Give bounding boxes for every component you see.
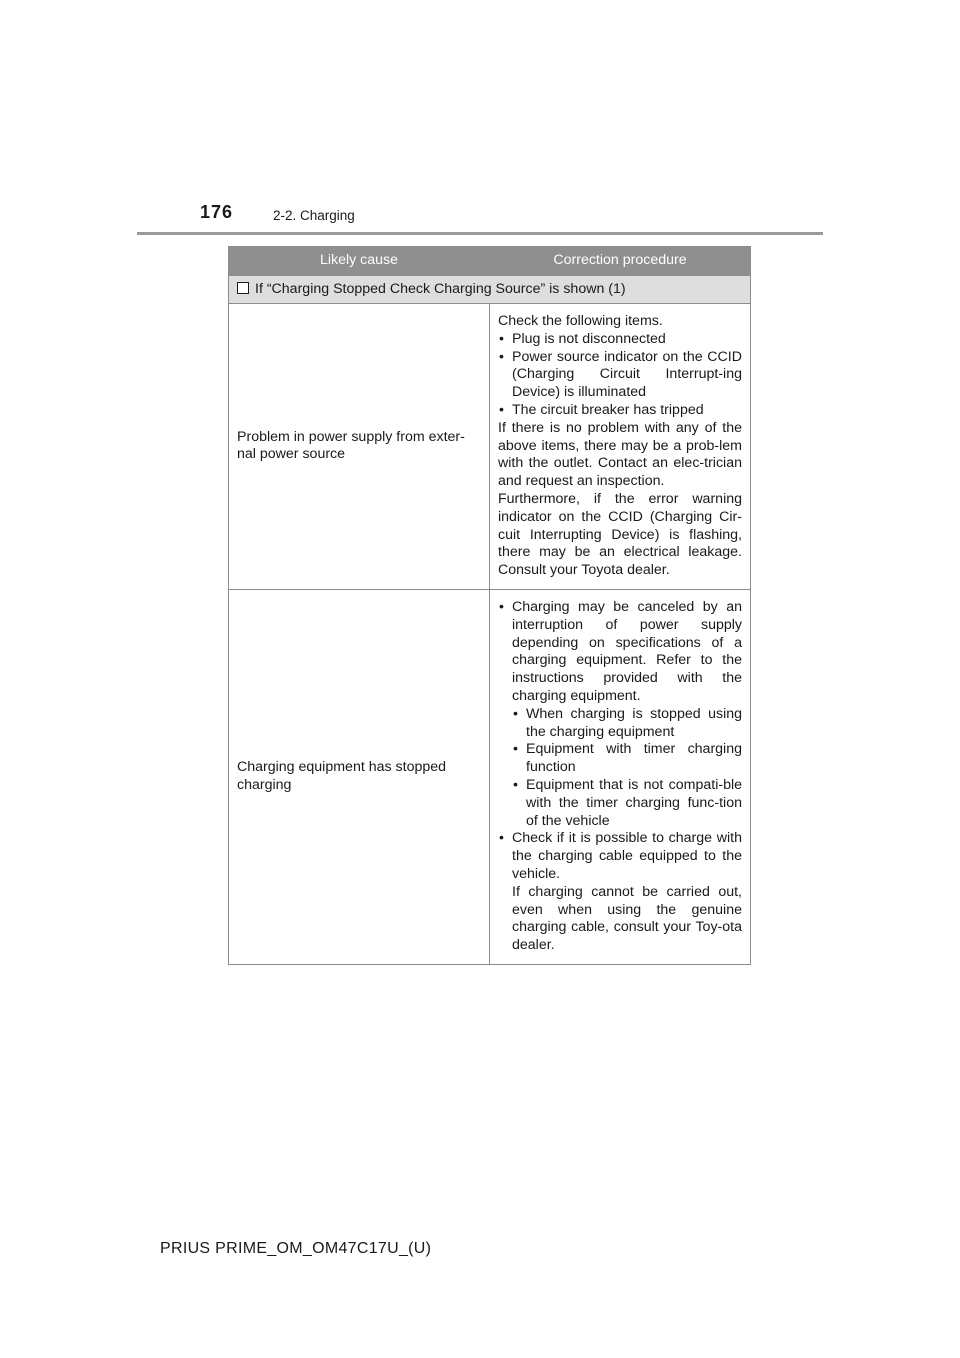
footer-model-code: PRIUS PRIME_OM_OM47C17U_(U) — [160, 1240, 432, 1257]
table-subheading — [229, 276, 751, 304]
procedure-paragraph: Furthermore, if the error warning indicator on the CCID (Charging Cir-cuit Interrupting Device) is flashing, there may be an electrical leakage. Consult your Toyota dealer. — [498, 490, 742, 579]
procedure-bullet: • Charging may be canceled by an interruption of power supply depending on specifications of a charging equipment. Refer to the instructions provided with the charging equipment. — [498, 599, 742, 706]
procedure-sub-bullet: • Equipment that is not compati-ble with the timer charging func-tion of the vehicle — [498, 777, 742, 830]
procedure-sub-bullet: • Equipment with timer charging function — [498, 741, 742, 777]
column-header-likely-cause: Likely cause — [229, 247, 490, 276]
table-row — [229, 304, 751, 590]
likely-cause-cell: Charging equipment has stopped charging — [229, 589, 490, 964]
checkbox-icon — [237, 282, 249, 294]
procedure-intro: Check the following items. — [498, 313, 663, 329]
procedure-continuation: If charging cannot be carried out, even when using the genuine charging cable, consult your Toy-ota dealer. — [512, 883, 742, 954]
subheading-text: If “Charging Stopped Check Charging Source” is shown (1) — [255, 280, 626, 297]
table-row — [229, 589, 751, 964]
procedure-paragraph: If there is no problem with any of the above items, there may be a prob-lem with the outlet. Contact an elec-trician and request an inspection. — [498, 419, 742, 490]
procedure-sub-bullet: • When charging is stopped using the charging equipment — [498, 706, 742, 742]
procedure-bullet: • Plug is not disconnected — [498, 331, 742, 349]
column-header-correction-procedure: Correction procedure — [490, 247, 751, 276]
table-header-row — [229, 247, 751, 276]
procedure-bullet: • Power source indicator on the CCID (Charging Circuit Interrupt-ing Device) is illuminated — [498, 349, 742, 402]
table-subheading-row — [229, 276, 751, 304]
troubleshooting-table — [228, 246, 751, 965]
procedure-bullet: • Check if it is possible to charge with the charging cable equipped to the vehicle. — [498, 830, 742, 883]
page-number: 176 — [200, 202, 234, 222]
correction-procedure-cell — [490, 304, 751, 590]
likely-cause-cell: Problem in power supply from exter-nal power source — [229, 304, 490, 590]
procedure-bullet: • The circuit breaker has tripped — [498, 402, 742, 420]
correction-procedure-cell — [490, 589, 751, 964]
section-title: 2-2. Charging — [273, 208, 355, 223]
header-divider — [137, 232, 823, 235]
